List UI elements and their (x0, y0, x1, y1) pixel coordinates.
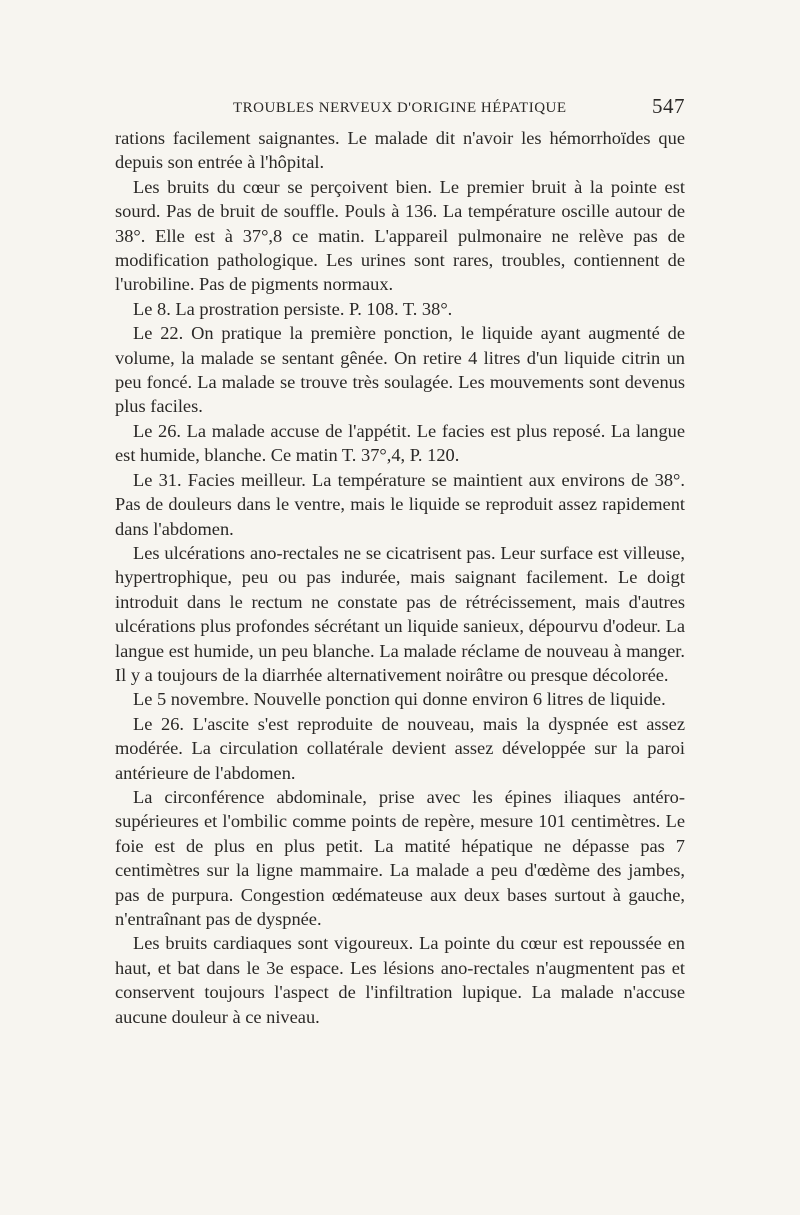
book-page (115, 92, 685, 1029)
paragraph-continued: rations facilement saignantes. Le malade dit n'avoir les hémorrhoïdes que depuis son entrée à l'hôpital. (115, 128, 685, 173)
paragraph-ulcerations: Les ulcérations ano-rectales ne se cicatrisent pas. Leur surface est villeuse, hypertrophique, peu ou pas indurée, mais saignant facilement. Le doigt introduit dans le rectum ne constate pas de rétrécissement, mais d'autres ulcérations plus profondes sécrétant un liquide sanieux, dépourvu d'odeur. La langue est humide, un peu blanche. La malade réclame de nouveau à manger. Il y a toujours de la diarrhée alternativement noirâtre ou presque décolorée. (115, 542, 685, 685)
paragraph-day-31: Le 31. Facies meilleur. La température se maintient aux environs de 38°. Pas de douleurs dans le ventre, mais le liquide se reproduit assez rapidement dans l'abdomen. (115, 469, 685, 539)
paragraph-circumference: La circonférence abdominale, prise avec les épines iliaques antéro-supérieures et l'ombilic comme points de repère, mesure 101 centimètres. Le foie est de plus en plus petit. La matité hépatique ne dépasse pas 7 centimètres sur la ligne mammaire. La malade a peu d'œdème des jambes, pas de purpura. Congestion œdémateuse aux deux bases surtout à gauche, n'entraînant pas de dyspnée. (115, 786, 685, 929)
paragraph-ascites: Le 26. L'ascite s'est reproduite de nouveau, mais la dyspnée est assez modérée. La circulation collatérale devient assez développée sur la paroi antérieure de l'abdomen. (115, 713, 685, 783)
running-title: TROUBLES NERVEUX D'ORIGINE HÉPATIQUE (233, 100, 567, 116)
paragraph-day-8: Le 8. La prostration persiste. P. 108. T. 38°. (133, 298, 453, 319)
paragraph-day-22: Le 22. On pratique la première ponction, le liquide ayant augmenté de volume, la malade se sentant gênée. On retire 4 litres d'un liquide citrin un peu foncé. La malade se trouve très soulagée. Les mouvements sont devenus plus faciles. (115, 323, 685, 417)
paragraph-cardiac: Les bruits cardiaques sont vigoureux. La pointe du cœur est repoussée en haut, et bat dans le 3e espace. Les lésions ano-rectales n'augmentent pas et conservent toujours l'aspect de l'infiltration lupique. La malade n'accuse aucune douleur à ce niveau. (115, 933, 685, 1027)
paragraph-november-5: Le 5 novembre. Nouvelle ponction qui donne environ 6 litres de liquide. (133, 689, 666, 710)
paragraph-heart-exam: Les bruits du cœur se perçoivent bien. Le premier bruit à la pointe est sourd. Pas de bruit de souffle. Pouls à 136. La température oscille autour de 38°. Elle est à 37°,8 ce matin. L'appareil pulmonaire ne relève pas de modification pathologique. Les urines sont rares, troubles, contiennent de l'urobiline. Pas de pigments normaux. (115, 176, 685, 295)
paragraph-day-26: Le 26. La malade accuse de l'appétit. Le facies est plus reposé. La langue est humide, blanche. Ce matin T. 37°,4, P. 120. (115, 420, 685, 466)
body-text (115, 126, 685, 1029)
running-head (115, 92, 685, 122)
page-number: 547 (652, 94, 685, 118)
